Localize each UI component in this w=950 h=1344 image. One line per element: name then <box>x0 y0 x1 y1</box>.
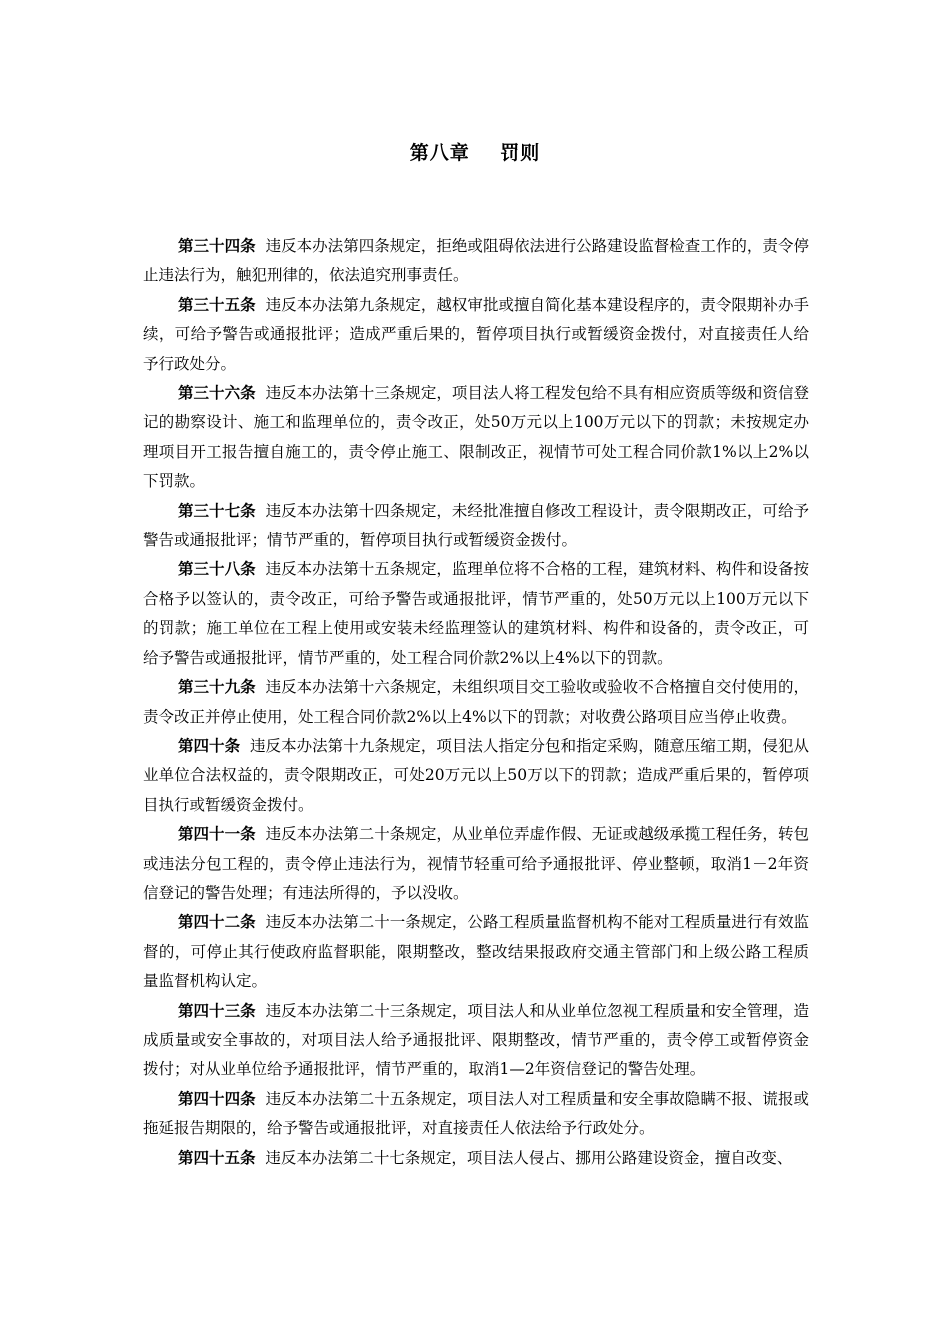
article-text: 违反本办法第二十一条规定，公路工程质量监督机构不能对工程质量进行有效监督的，可停止其行使政府监督职能，限期整改，整改结果报政府交通主管部门和上级公路工程质量监督机构认定。 <box>143 913 809 991</box>
article-text: 违反本办法第十四条规定，未经批准擅自修改工程设计，责令限期改正，可给予警告或通报批评；情节严重的，暂停项目执行或暂缓资金拨付。 <box>143 501 809 550</box>
article-text: 违反本办法第二十七条规定，项目法人侵占、挪用公路建设资金，擅自改变、 <box>265 1148 793 1167</box>
article-39 <box>143 673 809 732</box>
article-number: 第四十二条 <box>178 913 256 932</box>
article-35 <box>143 291 809 379</box>
article-text: 违反本办法第二十五条规定，项目法人对工程质量和安全事故隐瞒不报、谎报或拖延报告期限的，给予警告或通报批评，对直接责任人依法给予行政处分。 <box>143 1089 809 1138</box>
article-number: 第四十三条 <box>178 1001 256 1020</box>
article-number: 第三十七条 <box>178 501 256 520</box>
article-text: 违反本办法第二十条规定，从业单位弄虚作假、无证或越级承揽工程任务，转包或违法分包工程的，责令停止违法行为，视情节轻重可给予通报批评、停业整顿，取消1－2年资信登记的警告处理；有违法所得的，予以没收。 <box>143 825 809 902</box>
article-number: 第四十五条 <box>178 1148 256 1167</box>
article-36 <box>143 379 809 497</box>
article-number: 第四十条 <box>178 736 241 755</box>
article-number: 第四十四条 <box>178 1089 256 1108</box>
article-45 <box>143 1144 809 1173</box>
article-44 <box>143 1085 809 1144</box>
article-42 <box>143 908 809 996</box>
chapter-title: 第八章 罚则 <box>409 142 541 164</box>
article-text: 违反本办法第十五条规定，监理单位将不合格的工程，建筑材料、构件和设备按合格予以签认的，责令改正，可给予警告或通报批评，情节严重的，处50万元以上100万元以下的罚款；施工单位在工程上使用或安装未经监理签认的建筑材料、构件和设备的，责令改正，可给予警告或通报批评，情节严重的，处工程合同价款2%以上4%以下的罚款。 <box>143 560 809 667</box>
article-34 <box>143 232 809 291</box>
article-40 <box>143 732 809 820</box>
article-43 <box>143 997 809 1085</box>
article-number: 第三十四条 <box>178 237 256 255</box>
article-text: 违反本办法第十九条规定，项目法人指定分包和指定采购，随意压缩工期，侵犯从业单位合法权益的，责令限期改正，可处20万元以上50万以下的罚款；造成严重后果的，暂停项目执行或暂缓资金拨付。 <box>143 736 809 814</box>
document-body <box>143 232 809 1173</box>
article-number: 第三十五条 <box>178 295 256 314</box>
article-number: 第四十一条 <box>178 825 256 844</box>
article-text: 违反本办法第四条规定，拒绝或阻碍依法进行公路建设监督检查工作的，责令停止违法行为，触犯刑律的，依法追究刑事责任。 <box>143 237 809 285</box>
article-38 <box>143 555 809 673</box>
article-number: 第三十九条 <box>178 678 256 697</box>
article-number: 第三十八条 <box>178 560 256 579</box>
article-text: 违反本办法第十六条规定，未组织项目交工验收或验收不合格擅自交付使用的，责令改正并停止使用，处工程合同价款2%以上4%以下的罚款；对收费公路项目应当停止收费。 <box>143 678 809 726</box>
article-text: 违反本办法第二十三条规定，项目法人和从业单位忽视工程质量和安全管理，造成质量或安全事故的，对项目法人给予通报批评、限期整改，情节严重的，责令停工或暂停资金拨付；对从业单位给予通报批评，情节严重的，取消1—2年资信登记的警告处理。 <box>143 1001 809 1079</box>
article-text: 违反本办法第九条规定，越权审批或擅自简化基本建设程序的，责令限期补办手续，可给予警告或通报批评；造成严重后果的，暂停项目执行或暂缓资金拨付，对直接责任人给予行政处分。 <box>143 295 809 373</box>
article-37 <box>143 497 809 556</box>
article-number: 第三十六条 <box>178 384 256 403</box>
article-text: 违反本办法第十三条规定，项目法人将工程发包给不具有相应资质等级和资信登记的勘察设计、施工和监理单位的，责令改正，处50万元以上100万元以下的罚款；未按规定办理项目开工报告擅自施工的，责令停止施工、限制改正，视情节可处工程合同价款1%以上2%以下罚款。 <box>143 384 809 491</box>
article-41 <box>143 820 809 908</box>
